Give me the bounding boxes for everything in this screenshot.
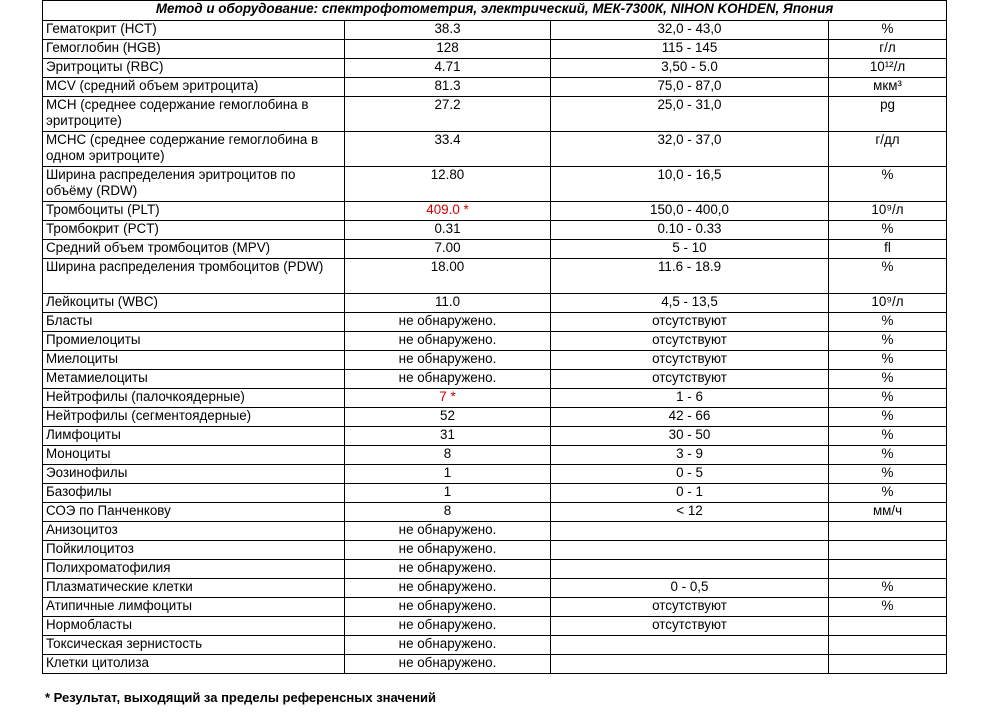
- table-row: [43, 484, 947, 503]
- result-value: не обнаружено.: [345, 617, 551, 636]
- unit: %: [829, 221, 947, 240]
- result-value: 1: [345, 465, 551, 484]
- table-row: [43, 59, 947, 78]
- unit: %: [829, 598, 947, 617]
- unit: %: [829, 370, 947, 389]
- unit: %: [829, 21, 947, 40]
- unit: [829, 636, 947, 655]
- test-name: Атипичные лимфоциты: [43, 598, 345, 617]
- test-name: Анизоцитоз: [43, 522, 345, 541]
- reference-range: 30 - 50: [551, 427, 829, 446]
- table-row: [43, 560, 947, 579]
- reference-range: [551, 522, 829, 541]
- table-row: [43, 427, 947, 446]
- test-name: Нормобласты: [43, 617, 345, 636]
- unit: г/л: [829, 40, 947, 59]
- unit: [829, 617, 947, 636]
- unit: %: [829, 259, 947, 294]
- unit: [829, 655, 947, 674]
- test-name: Ширина распределения тромбоцитов (PDW): [43, 259, 345, 294]
- unit: 10¹²/л: [829, 59, 947, 78]
- reference-range: отсутствуют: [551, 598, 829, 617]
- result-value: не обнаружено.: [345, 541, 551, 560]
- table-row: [43, 132, 947, 167]
- result-value: 0.31: [345, 221, 551, 240]
- test-name: Гематокрит (HCT): [43, 21, 345, 40]
- result-value: 1: [345, 484, 551, 503]
- unit: %: [829, 332, 947, 351]
- table-row: [43, 503, 947, 522]
- reference-range: 75,0 - 87,0: [551, 78, 829, 97]
- reference-range: 4,5 - 13,5: [551, 294, 829, 313]
- test-name: Эозинофилы: [43, 465, 345, 484]
- table-row: [43, 97, 947, 132]
- test-name: Бласты: [43, 313, 345, 332]
- results-table: [42, 0, 947, 674]
- reference-range: 1 - 6: [551, 389, 829, 408]
- reference-range: < 12: [551, 503, 829, 522]
- table-row: [43, 522, 947, 541]
- unit: %: [829, 465, 947, 484]
- reference-range: 0 - 5: [551, 465, 829, 484]
- test-name: Моноциты: [43, 446, 345, 465]
- table-row: [43, 446, 947, 465]
- table-row: [43, 370, 947, 389]
- test-name: Ширина распределения эритроцитов по объёму (RDW): [43, 167, 345, 202]
- test-name: Гемоглобин (HGB): [43, 40, 345, 59]
- reference-range: 42 - 66: [551, 408, 829, 427]
- test-name: Клетки цитолиза: [43, 655, 345, 674]
- test-name: Нейтрофилы (сегментоядерные): [43, 408, 345, 427]
- reference-range: 0.10 - 0.33: [551, 221, 829, 240]
- test-name: Эритроциты (RBC): [43, 59, 345, 78]
- result-value: 11.0: [345, 294, 551, 313]
- unit: 10⁹/л: [829, 294, 947, 313]
- test-name: Метамиелоциты: [43, 370, 345, 389]
- unit: %: [829, 446, 947, 465]
- table-row: [43, 598, 947, 617]
- reference-range: отсутствуют: [551, 370, 829, 389]
- result-value: 4.71: [345, 59, 551, 78]
- result-value: не обнаружено.: [345, 598, 551, 617]
- reference-range: отсутствуют: [551, 617, 829, 636]
- test-name: Нейтрофилы (палочкоядерные): [43, 389, 345, 408]
- result-value: 7.00: [345, 240, 551, 259]
- reference-range: [551, 541, 829, 560]
- unit: г/дл: [829, 132, 947, 167]
- reference-range: 32,0 - 37,0: [551, 132, 829, 167]
- result-value: не обнаружено.: [345, 522, 551, 541]
- result-value: не обнаружено.: [345, 332, 551, 351]
- reference-range: 3 - 9: [551, 446, 829, 465]
- result-value: 8: [345, 446, 551, 465]
- footnote: * Результат, выходящий за пределы референсных значений: [45, 690, 437, 705]
- reference-range: 115 - 145: [551, 40, 829, 59]
- unit: %: [829, 579, 947, 598]
- table-row: [43, 313, 947, 332]
- reference-range: [551, 636, 829, 655]
- result-value: не обнаружено.: [345, 370, 551, 389]
- result-value: 81.3: [345, 78, 551, 97]
- table-row: [43, 332, 947, 351]
- table-row: [43, 40, 947, 59]
- table-row: [43, 294, 947, 313]
- result-value: 8: [345, 503, 551, 522]
- table-row: [43, 78, 947, 97]
- test-name: Пойкилоцитоз: [43, 541, 345, 560]
- table-row: [43, 579, 947, 598]
- test-name: Плазматические клетки: [43, 579, 345, 598]
- unit: [829, 522, 947, 541]
- result-value: 409.0 *: [345, 202, 551, 221]
- unit: %: [829, 313, 947, 332]
- reference-range: 32,0 - 43,0: [551, 21, 829, 40]
- unit: мкм³: [829, 78, 947, 97]
- table-row: [43, 259, 947, 294]
- table-row: [43, 408, 947, 427]
- table-row: [43, 221, 947, 240]
- reference-range: [551, 655, 829, 674]
- reference-range: 150,0 - 400,0: [551, 202, 829, 221]
- result-value: не обнаружено.: [345, 579, 551, 598]
- reference-range: 10,0 - 16,5: [551, 167, 829, 202]
- test-name: МСНС (среднее содержание гемоглобина в одном эритроците): [43, 132, 345, 167]
- table-row: [43, 167, 947, 202]
- unit: [829, 560, 947, 579]
- result-value: 38.3: [345, 21, 551, 40]
- result-value: не обнаружено.: [345, 655, 551, 674]
- table-row: [43, 465, 947, 484]
- reference-range: 0 - 0,5: [551, 579, 829, 598]
- table-row: [43, 351, 947, 370]
- table-row: [43, 636, 947, 655]
- result-value: 31: [345, 427, 551, 446]
- test-name: Тромбоциты (PLT): [43, 202, 345, 221]
- test-name: Лимфоциты: [43, 427, 345, 446]
- table-row: [43, 240, 947, 259]
- test-name: Лейкоциты (WBC): [43, 294, 345, 313]
- result-value: не обнаружено.: [345, 560, 551, 579]
- test-name: МСН (среднее содержание гемоглобина в эритроците): [43, 97, 345, 132]
- reference-range: отсутствуют: [551, 332, 829, 351]
- unit: pg: [829, 97, 947, 132]
- reference-range: 0 - 1: [551, 484, 829, 503]
- result-value: 12.80: [345, 167, 551, 202]
- reference-range: [551, 560, 829, 579]
- method-header: Метод и оборудование: спектрофотометрия, электрический, МЕК-7300К, NIHON KOHDEN, Япония: [43, 1, 947, 21]
- table-row: [43, 617, 947, 636]
- table-row: [43, 389, 947, 408]
- reference-range: 25,0 - 31,0: [551, 97, 829, 132]
- unit: [829, 541, 947, 560]
- test-name: СОЭ по Панченкову: [43, 503, 345, 522]
- reference-range: 11.6 - 18.9: [551, 259, 829, 294]
- unit: %: [829, 389, 947, 408]
- result-value: не обнаружено.: [345, 313, 551, 332]
- result-value: не обнаружено.: [345, 351, 551, 370]
- table-row: [43, 541, 947, 560]
- result-value: 27.2: [345, 97, 551, 132]
- result-value: 52: [345, 408, 551, 427]
- test-name: Промиелоциты: [43, 332, 345, 351]
- table-row: [43, 202, 947, 221]
- table-row: [43, 655, 947, 674]
- result-value: не обнаружено.: [345, 636, 551, 655]
- reference-range: 5 - 10: [551, 240, 829, 259]
- unit: %: [829, 484, 947, 503]
- reference-range: отсутствуют: [551, 313, 829, 332]
- result-value: 7 *: [345, 389, 551, 408]
- reference-range: отсутствуют: [551, 351, 829, 370]
- table-row: [43, 21, 947, 40]
- test-name: MCV (средний объем эритроцита): [43, 78, 345, 97]
- test-name: Миелоциты: [43, 351, 345, 370]
- unit: мм/ч: [829, 503, 947, 522]
- result-value: 128: [345, 40, 551, 59]
- test-name: Базофилы: [43, 484, 345, 503]
- unit: %: [829, 427, 947, 446]
- unit: %: [829, 167, 947, 202]
- result-value: 18.00: [345, 259, 551, 294]
- unit: %: [829, 351, 947, 370]
- test-name: Полихроматофилия: [43, 560, 345, 579]
- results-body: [43, 21, 947, 674]
- reference-range: 3,50 - 5.0: [551, 59, 829, 78]
- test-name: Токсическая зернистость: [43, 636, 345, 655]
- test-name: Средний объем тромбоцитов (MPV): [43, 240, 345, 259]
- unit: fl: [829, 240, 947, 259]
- unit: 10⁹/л: [829, 202, 947, 221]
- test-name: Тромбокрит (PCT): [43, 221, 345, 240]
- result-value: 33.4: [345, 132, 551, 167]
- unit: %: [829, 408, 947, 427]
